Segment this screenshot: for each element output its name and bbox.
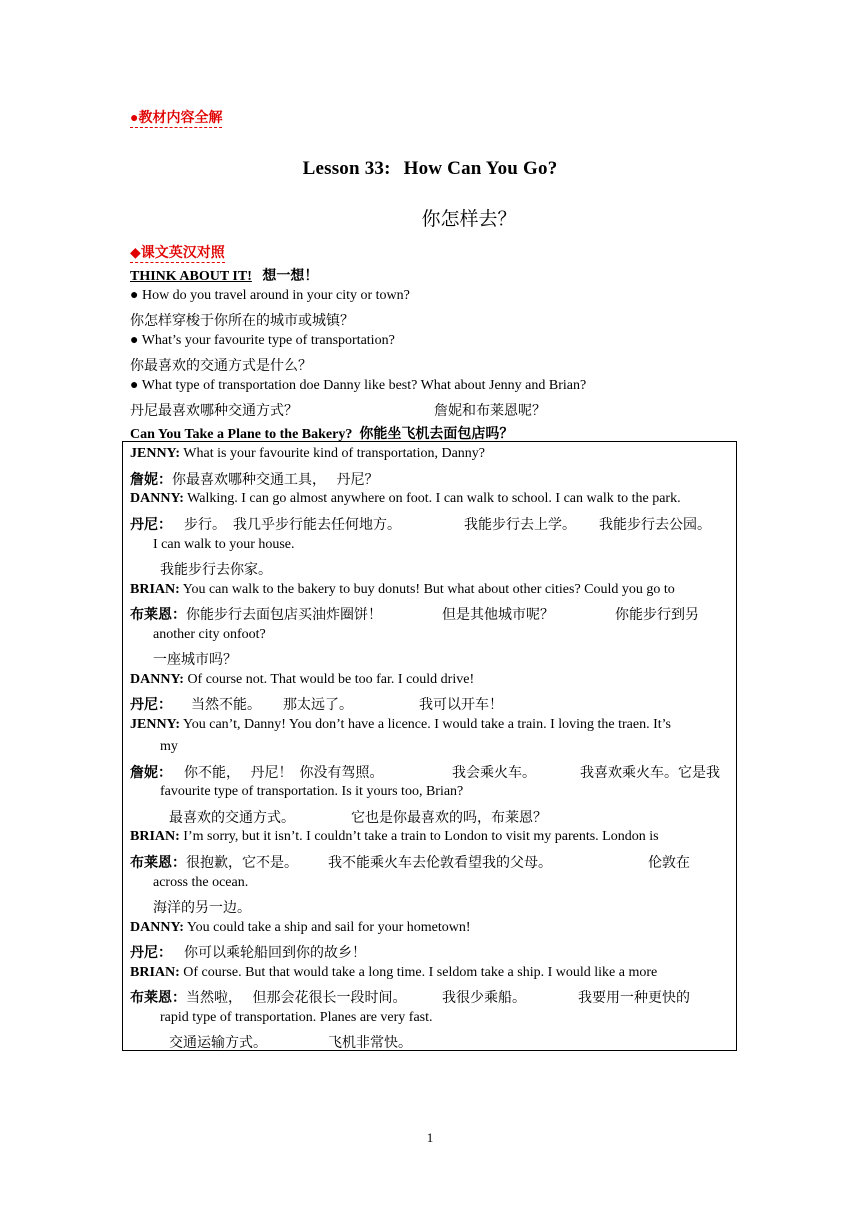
dialog-line: 但是其他城市呢？ <box>442 608 554 623</box>
dialog-line: 那太远了。 <box>283 698 353 713</box>
dialog-line: BRIAN: Of course. But that would take a long time. I seldom take a ship. I would like a more <box>130 965 658 980</box>
question-3-cn-b: 詹妮和布莱恩呢？ <box>434 404 546 419</box>
dialog-line: BRIAN: You can walk to the bakery to buy donuts! But what about other cities? Could you go to <box>130 582 675 597</box>
dialog-line: 交通运输方式。 <box>169 1036 267 1051</box>
dialog-line: 我能步行去你家。 <box>160 563 272 578</box>
dialog-line: my <box>160 739 178 754</box>
dialog-line: 你可以乘轮船回到你的故乡！ <box>184 946 366 961</box>
dialog-line: 布莱恩：很抱歉，它不是。 <box>130 856 298 871</box>
lesson-title: Lesson 33: How Can You Go? <box>302 158 558 179</box>
dialog-line: another city onfoot? <box>153 627 266 642</box>
dialog-line: 丹尼： <box>130 698 172 713</box>
dialog-line: 我能步行去上学。 <box>464 518 576 533</box>
dialog-line: 詹妮：你最喜欢哪种交通工具， 丹尼？ <box>130 473 379 488</box>
dialog-line: 我很少乘船。 <box>442 991 526 1006</box>
dialog-line: 我能步行去公园。 <box>599 518 711 533</box>
dialog-line: 当然不能。 <box>191 698 261 713</box>
dialog-line: JENNY: You can’t, Danny! You don’t have a licence. I would take a train. I loving the traen. It’s <box>130 717 671 732</box>
dialog-line: across the ocean. <box>153 875 249 890</box>
question-2-cn: 你最喜欢的交通方式是什么？ <box>130 359 312 374</box>
question-3-en: ● What type of transportation doe Danny like best? What about Jenny and Brian? <box>130 378 587 393</box>
question-3-cn-a: 丹尼最喜欢哪种交通方式？ <box>130 404 298 419</box>
dialog-line: BRIAN: I’m sorry, but it isn’t. I couldn’t take a train to London to visit my parents. London is <box>130 829 659 844</box>
dialog-line: 我喜欢乘火车。它是我 <box>580 766 720 781</box>
dialog-line: 你不能， 丹尼！ 你没有驾照。 <box>184 766 384 781</box>
question-1-en: ● How do you travel around in your city or town? <box>130 288 410 303</box>
dialog-line: DANNY: You could take a ship and sail for your hometown! <box>130 920 471 935</box>
dialog-line: 飞机非常快。 <box>328 1036 412 1051</box>
dialog-line: 我要用一种更快的 <box>578 991 690 1006</box>
dialog-line: DANNY: Walking. I can go almost anywhere on foot. I can walk to school. I can walk to the park. <box>130 491 681 506</box>
dialog-line: 我会乘火车。 <box>452 766 536 781</box>
dialog-line: 步行。 我几乎步行能去任何地方。 <box>184 518 401 533</box>
dialog-line: 丹尼： <box>130 946 172 961</box>
dialog-line: rapid type of transportation. Planes are very fast. <box>160 1010 433 1025</box>
dialog-line: DANNY: Of course not. That would be too far. I could drive! <box>130 672 475 687</box>
lesson-title-cn: 你怎样去？ <box>421 209 517 230</box>
dialog-line: 海洋的另一边。 <box>153 901 251 916</box>
dialog-line: I can walk to your house. <box>153 537 295 552</box>
page-number: 1 <box>426 1130 434 1145</box>
think-about-it-heading: THINK ABOUT IT! 想一想！ <box>130 269 319 284</box>
dialog-line: 布莱恩：当然啦， 但那会花很长一段时间。 <box>130 991 407 1006</box>
dialog-line: 我不能乘火车去伦敦看望我的父母。 <box>328 856 552 871</box>
dialog-line: 伦敦在 <box>648 856 690 871</box>
dialog-line: favourite type of transportation. Is it yours too, Brian? <box>160 784 464 799</box>
dialog-line: 布莱恩：你能步行去面包店买油炸圈饼！ <box>130 608 382 623</box>
dialog-line: 它也是你最喜欢的吗，布莱恩？ <box>351 811 547 826</box>
dialog-line: 丹尼： <box>130 518 172 533</box>
dialog-line: JENNY: What is your favourite kind of transportation, Danny? <box>130 446 485 461</box>
dialog-line: 一座城市吗？ <box>153 653 237 668</box>
dialog-line: 你能步行到另 <box>615 608 699 623</box>
dialog-line: 最喜欢的交通方式。 <box>169 811 295 826</box>
question-2-en: ● What’s your favourite type of transportation? <box>130 333 395 348</box>
section-heading-bilingual: ◆课文英汉对照 <box>130 246 225 261</box>
story-title: Can You Take a Plane to the Bakery? 你能坐飞机去面包店吗？ <box>130 427 514 442</box>
question-1-cn: 你怎样穿梭于你所在的城市或城镇？ <box>130 314 354 329</box>
dialog-line: 我可以开车！ <box>419 698 503 713</box>
dialog-line: 詹妮： <box>130 766 172 781</box>
section-heading-content: ●教材内容全解 <box>130 111 223 126</box>
